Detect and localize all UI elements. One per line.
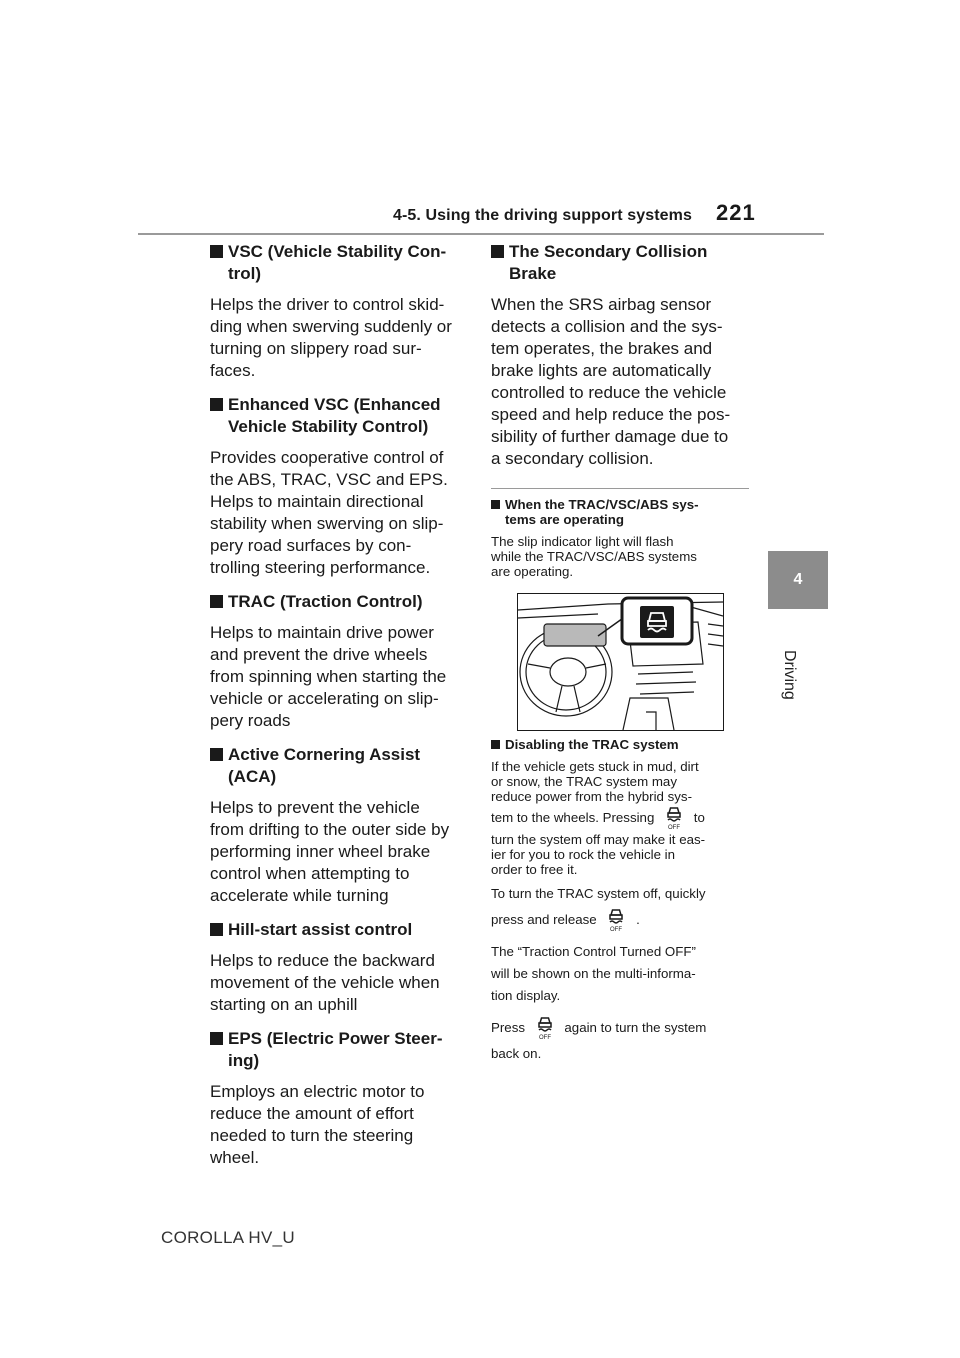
- square-bullet-icon: [210, 245, 223, 258]
- section-body-vsc: Helps the driver to control skid- ding when swerving suddenly or turning on slippery road sur- faces.: [210, 295, 452, 380]
- section-heading-eps: EPS (Electric Power Steer- ing): [210, 1028, 470, 1072]
- note-divider: [491, 488, 749, 489]
- vsc-off-icon: [662, 804, 686, 830]
- section-heading-enhanced-vsc: Enhanced VSC (Enhanced Vehicle Stability Control): [210, 394, 470, 438]
- square-bullet-icon: [210, 398, 223, 411]
- vsc-off-icon: [533, 1014, 557, 1040]
- square-bullet-icon: [210, 595, 223, 608]
- note-heading-trac-operating: When the TRAC/VSC/ABS sys- tems are operating: [491, 497, 751, 527]
- vsc-off-icon: [604, 906, 628, 932]
- square-bullet-icon: [210, 923, 223, 936]
- section-body-hill-start: Helps to reduce the backward movement of the vehicle when starting on an uphill: [210, 951, 440, 1014]
- section-heading-vsc: VSC (Vehicle Stability Con- trol): [210, 241, 470, 285]
- square-bullet-icon: [491, 500, 500, 509]
- section-body-eps: Employs an electric motor to reduce the amount of effort needed to turn the steering wheel.: [210, 1082, 425, 1167]
- chapter-number: 4: [793, 571, 803, 588]
- section-heading-aca: Active Cornering Assist (ACA): [210, 744, 470, 788]
- svg-text:OFF: OFF: [538, 1035, 551, 1040]
- section-heading-secondary-collision-brake: The Secondary Collision Brake: [491, 241, 751, 285]
- note-body-trac-operating: The slip indicator light will flash while the TRAC/VSC/ABS systems are operating.: [491, 534, 697, 579]
- note-heading-disabling-trac: Disabling the TRAC system: [491, 737, 751, 752]
- chapter-tab[interactable]: [768, 551, 828, 609]
- svg-text:OFF: OFF: [668, 825, 681, 830]
- section-body-enhanced-vsc: Provides cooperative control of the ABS, TRAC, VSC and EPS. Helps to maintain directional stability when swerving on slip- pery road surfaces by con- trolling steering performance.: [210, 448, 448, 577]
- note-body-turn-on: Press OFF again to turn the system back on.: [491, 1013, 751, 1065]
- right-column: [491, 241, 751, 1071]
- footer-model: COROLLA HV_U: [161, 1228, 295, 1247]
- note-body-disabling-trac: If the vehicle gets stuck in mud, dirt or snow, the TRAC system may reduce power from the hybrid sys- tem to the wheels. Pressing OFF to turn the system off may make it eas- ier for you to rock the vehicle in order to free it.: [491, 759, 706, 877]
- note-body-message: The “Traction Control Turned OFF” will be shown on the multi-informa- tion display.: [491, 944, 696, 1003]
- dashboard-illustration: [517, 593, 724, 731]
- square-bullet-icon: [491, 740, 500, 749]
- section-body-secondary-collision-brake: When the SRS airbag sensor detects a collision and the sys- tem operates, the brakes and brake lights are automatically controlled to reduce the vehicle speed and help reduce the pos- sibility of further damage due to a secondary collision.: [491, 295, 731, 468]
- section-heading-trac: TRAC (Traction Control): [210, 591, 470, 613]
- header-divider: [138, 233, 824, 235]
- section-body-aca: Helps to prevent the vehicle from drifting to the outer side by performing inner wheel brake control when attempting to accelerate while turning: [210, 798, 450, 905]
- square-bullet-icon: [210, 748, 223, 761]
- svg-text:OFF: OFF: [610, 927, 623, 932]
- section-heading-hill-start: Hill-start assist control: [210, 919, 470, 941]
- chapter-label: Driving: [781, 650, 798, 700]
- square-bullet-icon: [491, 245, 504, 258]
- dashboard-drawing: [518, 594, 723, 730]
- left-column: [210, 241, 470, 1181]
- square-bullet-icon: [210, 1032, 223, 1045]
- section-body-trac: Helps to maintain drive power and prevent the drive wheels from spinning when starting the vehicle or accelerating on slip- pery roads: [210, 623, 447, 730]
- page-number: 221: [716, 200, 756, 225]
- section-title: 4-5. Using the driving support systems: [393, 207, 692, 224]
- note-body-turn-off: To turn the TRAC system off, quickly press and release OFF .: [491, 886, 706, 932]
